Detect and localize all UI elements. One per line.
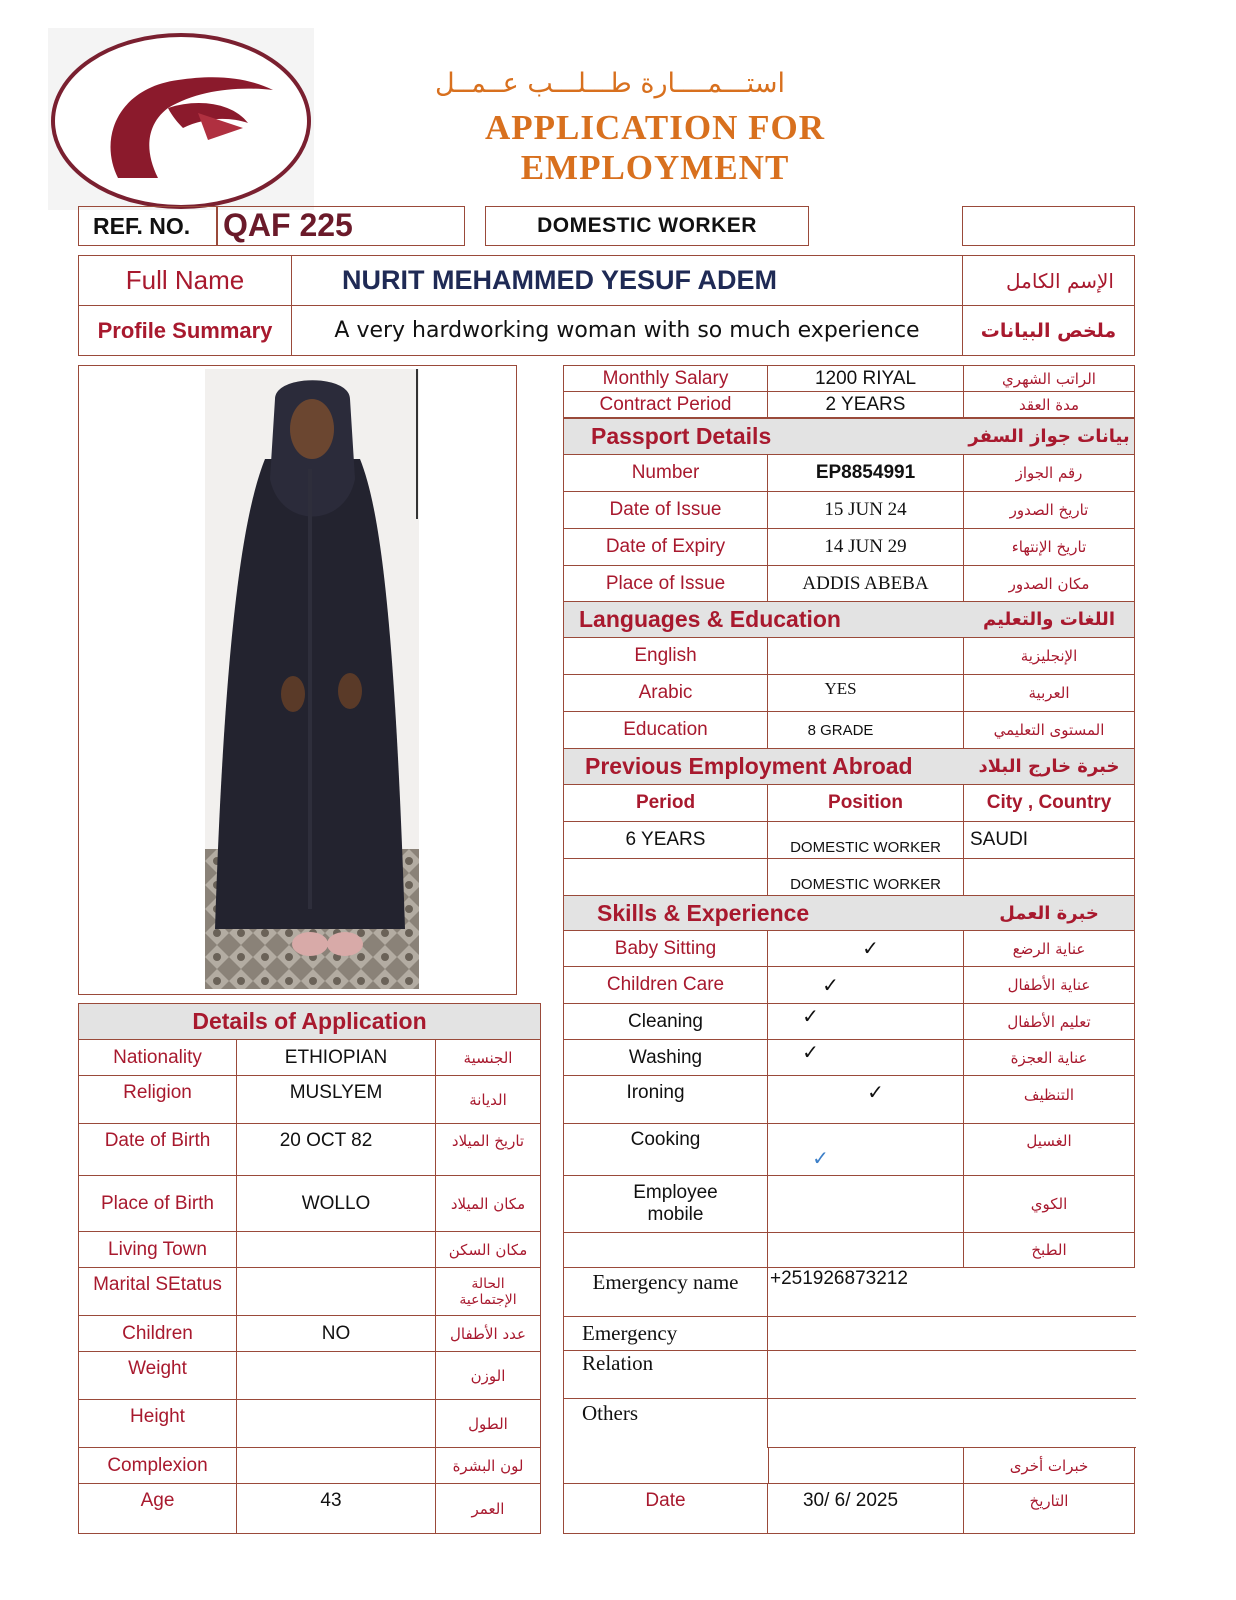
- salary-label: Monthly Salary: [564, 366, 768, 392]
- languages-heading: Languages & Education: [564, 602, 964, 638]
- blank-row-label: [564, 1233, 768, 1268]
- blank-row-value: [768, 1233, 964, 1268]
- languages-table: [563, 601, 1135, 748]
- skills-heading: Skills & Experience: [564, 896, 964, 931]
- details-table: [78, 1003, 541, 1534]
- profile-value: A very hardworking woman with so much experience: [292, 306, 963, 356]
- pob-label-ar: مكان الميلاد: [436, 1176, 541, 1232]
- english-label: English: [564, 638, 768, 675]
- languages-heading-ar: اللغات والتعليم: [964, 602, 1135, 638]
- dob-label-ar: تاريخ الميلاد: [436, 1124, 541, 1176]
- skill-ironing-label-ar: التنظيف: [964, 1076, 1135, 1124]
- candidate-photo: [205, 369, 419, 989]
- passport-issue-value: 15 JUN 24: [768, 492, 964, 529]
- skill-cooking-check: ✓: [768, 1124, 964, 1176]
- ref-box: [78, 206, 465, 246]
- living-town-label-ar: مكان السكن: [436, 1232, 541, 1268]
- skills-heading-ar: خبرة العمل: [964, 896, 1135, 931]
- education-label-ar: المستوى التعليمي: [964, 712, 1135, 749]
- dob-value: 20 OCT 82: [237, 1124, 436, 1176]
- previous-heading: Previous Employment Abroad: [564, 749, 964, 785]
- passport-expiry-label-ar: تاريخ الإنتهاء: [964, 529, 1135, 566]
- passport-number-value: EP8854991: [768, 455, 964, 492]
- date-value: 30/ 6/ 2025: [768, 1484, 964, 1534]
- ref-blank-box: [962, 206, 1135, 246]
- ref-divider: [216, 207, 218, 245]
- skills-table: [563, 895, 1135, 1175]
- arabic-value: YES: [768, 675, 964, 712]
- other-exp-value: [768, 1448, 964, 1484]
- full-name-label-ar: الإسم الكامل: [963, 256, 1135, 306]
- height-label: Height: [79, 1400, 237, 1448]
- employee-mobile-value: [768, 1176, 964, 1233]
- complexion-value: [237, 1448, 436, 1484]
- job-title: DOMESTIC WORKER: [537, 214, 757, 237]
- date-label-ar: التاريخ: [964, 1484, 1135, 1534]
- age-label-ar: العمر: [436, 1484, 541, 1534]
- nationality-label-ar: الجنسية: [436, 1040, 541, 1076]
- nationality-label: Nationality: [79, 1040, 237, 1076]
- passport-number-label-ar: رقم الجواز: [964, 455, 1135, 492]
- passport-expiry-label: Date of Expiry: [564, 529, 768, 566]
- prev-row1-country: SAUDI: [964, 822, 1135, 859]
- height-value: [237, 1400, 436, 1448]
- skill-ironing-check: ✓: [768, 1076, 964, 1124]
- date-label: Date: [564, 1484, 768, 1534]
- education-label: Education: [564, 712, 768, 749]
- religion-label: Religion: [79, 1076, 237, 1124]
- employee-mobile-label-ar: الكوي: [964, 1176, 1135, 1233]
- skill-cooking-label-ar: الغسيل: [964, 1124, 1135, 1176]
- skill-babysitting-label-ar: عناية الرضع: [964, 931, 1135, 967]
- salary-label-ar: الراتب الشهري: [964, 366, 1135, 392]
- skill-cleaning-label-ar: تعليم الأطفال: [964, 1004, 1135, 1040]
- skill-childcare-label: Children Care: [564, 967, 768, 1004]
- children-label-ar: عدد الأطفال: [436, 1316, 541, 1352]
- page-title: APPLICATION FOR EMPLOYMENT: [484, 108, 826, 187]
- emergency-name-label: Emergency name: [564, 1268, 768, 1317]
- relation-label: Relation: [564, 1351, 768, 1399]
- name-profile-table: [78, 255, 1135, 356]
- arabic-label: Arabic: [564, 675, 768, 712]
- prev-row2-country: [964, 859, 1135, 896]
- passport-place-label: Place of Issue: [564, 566, 768, 602]
- emergency-phone: +251926873212: [768, 1268, 1136, 1317]
- title-arabic: استـــمــــارة طـــلـــب عــمــل: [434, 68, 786, 99]
- skill-cleaning-label: Cleaning: [564, 1004, 768, 1040]
- english-value: [768, 638, 964, 675]
- blank-row-label-ar: الطبخ: [964, 1233, 1135, 1268]
- employee-mobile-label: Employee mobile: [564, 1176, 768, 1233]
- prev-row2-period: [564, 859, 768, 896]
- details-heading: Details of Application: [79, 1004, 541, 1040]
- pob-label: Place of Birth: [79, 1176, 237, 1232]
- skill-washing-label-ar: عناية العجزة: [964, 1040, 1135, 1076]
- salary-value: 1200 RIYAL: [768, 366, 964, 392]
- prev-row1-period: 6 YEARS: [564, 822, 768, 859]
- col-period: Period: [564, 785, 768, 822]
- skill-cooking-label: Cooking: [564, 1124, 768, 1176]
- religion-value: MUSLYEM: [237, 1076, 436, 1124]
- skill-ironing-label: Ironing: [564, 1076, 768, 1124]
- education-value: 8 GRADE: [768, 712, 964, 749]
- skill-childcare-label-ar: عناية الأطفال: [964, 967, 1135, 1004]
- job-title-box: [485, 206, 809, 246]
- religion-label-ar: الديانة: [436, 1076, 541, 1124]
- ref-number: QAF 225: [223, 207, 353, 243]
- other-exp-label-ar: خبرات أخرى: [964, 1448, 1135, 1484]
- skill-washing-check: ✓: [768, 1040, 964, 1076]
- company-logo: [48, 28, 314, 210]
- skill-babysitting-check: ✓: [768, 931, 964, 967]
- col-city-country: City , Country: [964, 785, 1135, 822]
- previous-heading-ar: خبرة خارج البلاد: [964, 749, 1135, 785]
- others-value: [768, 1399, 1136, 1448]
- weight-value: [237, 1352, 436, 1400]
- prev-row2-position: DOMESTIC WORKER: [768, 859, 964, 896]
- passport-place-value: ADDIS ABEBA: [768, 566, 964, 602]
- living-town-value: [237, 1232, 436, 1268]
- dob-label: Date of Birth: [79, 1124, 237, 1176]
- profile-label: Profile Summary: [79, 306, 292, 356]
- height-label-ar: الطول: [436, 1400, 541, 1448]
- skill-cleaning-check: ✓: [768, 1004, 964, 1040]
- relation-value: [768, 1351, 1136, 1399]
- passport-table: [563, 418, 1135, 601]
- passport-place-label-ar: مكان الصدور: [964, 566, 1135, 602]
- contract-label-ar: مدة العقد: [964, 392, 1135, 418]
- skill-childcare-check: ✓: [768, 967, 964, 1004]
- passport-issue-label-ar: تاريخ الصدور: [964, 492, 1135, 529]
- previous-employment-table: [563, 748, 1135, 895]
- children-value: NO: [237, 1316, 436, 1352]
- passport-heading: Passport Details: [564, 419, 964, 455]
- age-value: 43: [237, 1484, 436, 1534]
- full-name-label: Full Name: [79, 256, 292, 306]
- col-position: Position: [768, 785, 964, 822]
- weight-label-ar: الوزن: [436, 1352, 541, 1400]
- prev-row1-position: DOMESTIC WORKER: [768, 822, 964, 859]
- lower-right-table: [563, 1175, 1135, 1534]
- living-town-label: Living Town: [79, 1232, 237, 1268]
- skill-babysitting-label: Baby Sitting: [564, 931, 768, 967]
- emergency-value: [768, 1317, 1136, 1351]
- full-name-value: NURIT MEHAMMED YESUF ADEM: [292, 256, 963, 306]
- marital-label-ar: الحالة الإجتماعية: [436, 1268, 541, 1316]
- english-label-ar: الإنجليزية: [964, 638, 1135, 675]
- complexion-label: Complexion: [79, 1448, 237, 1484]
- marital-value: [237, 1268, 436, 1316]
- weight-label: Weight: [79, 1352, 237, 1400]
- profile-label-ar: ملخص البيانات: [963, 306, 1135, 356]
- arabic-label-ar: العربية: [964, 675, 1135, 712]
- passport-expiry-value: 14 JUN 29: [768, 529, 964, 566]
- salary-contract-table: [563, 365, 1135, 418]
- others-label: Others: [564, 1399, 768, 1448]
- contract-value: 2 YEARS: [768, 392, 964, 418]
- photo-frame: [78, 365, 517, 995]
- emergency-label: Emergency: [564, 1317, 768, 1351]
- passport-heading-ar: بيانات جواز السفر: [964, 419, 1135, 455]
- contract-label: Contract Period: [564, 392, 768, 418]
- complexion-label-ar: لون البشرة: [436, 1448, 541, 1484]
- skill-washing-label: Washing: [564, 1040, 768, 1076]
- children-label: Children: [79, 1316, 237, 1352]
- passport-number-label: Number: [564, 455, 768, 492]
- ref-label: REF. NO.: [93, 213, 191, 239]
- marital-label: Marital SEtatus: [79, 1268, 237, 1316]
- nationality-value: ETHIOPIAN: [237, 1040, 436, 1076]
- other-exp-label: [564, 1448, 768, 1484]
- age-label: Age: [79, 1484, 237, 1534]
- passport-issue-label: Date of Issue: [564, 492, 768, 529]
- pob-value: WOLLO: [237, 1176, 436, 1232]
